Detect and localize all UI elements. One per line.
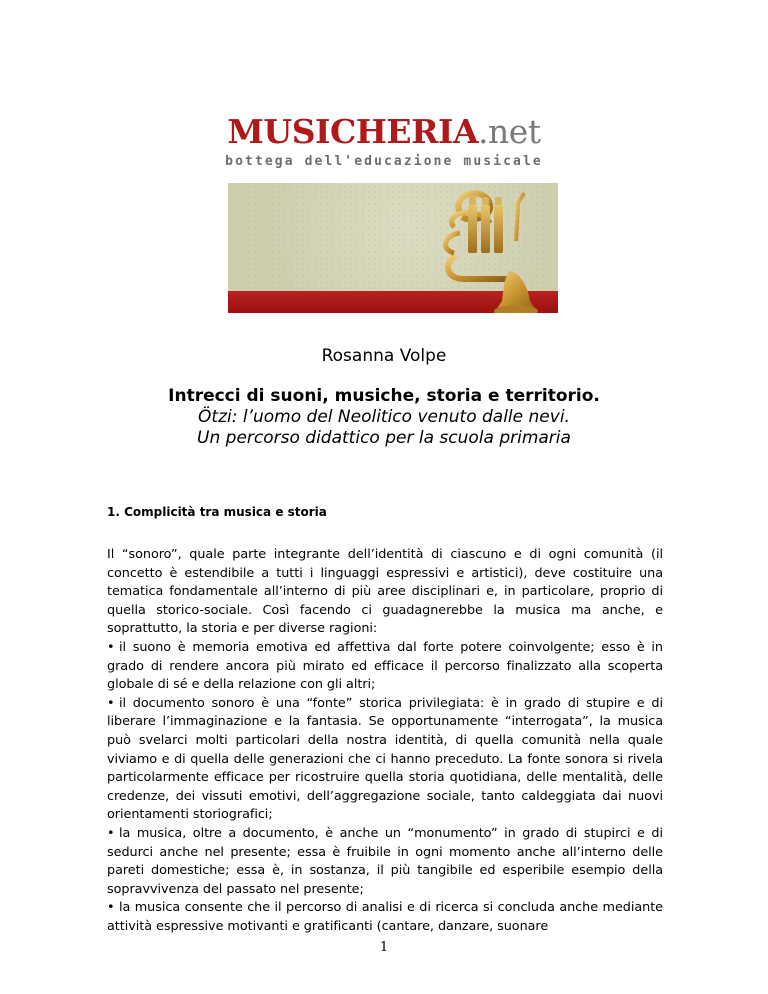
- logo-tagline: bottega dell'educazione musicale: [225, 154, 543, 169]
- bullet-marker: •: [107, 900, 115, 916]
- bullet-item: [107, 639, 663, 695]
- bullet-item: [107, 899, 663, 936]
- section-heading: 1. Complicità tra musica e storia: [107, 505, 327, 519]
- author-name: Rosanna Volpe: [321, 346, 447, 366]
- page-number: 1: [379, 940, 389, 955]
- bullet-marker: •: [107, 639, 115, 655]
- document-title: Intrecci di suoni, musiche, storia e territorio.: [168, 386, 600, 406]
- document-subtitle-line1: Ötzi: l’uomo del Neolitico venuto dalle nevi.: [198, 407, 570, 427]
- bullet-marker: •: [107, 825, 115, 841]
- banner-image: [228, 183, 558, 313]
- trumpet-icon: [228, 183, 558, 313]
- logo-brand: MUSICHERIA: [227, 112, 479, 151]
- bullet-item: [107, 825, 663, 899]
- bullet-text: la musica consente che il percorso di analisi e di ricerca si concluda anche mediante attività espressive motivanti e gratificanti (cantare, danzare, suonare: [107, 900, 663, 934]
- bullet-text: il documento sonoro è una “fonte” storica privilegiata: è in grado di stupire e di liberare l’immaginazione e la fantasia. Se opportunamente “interrogata”, la musica può svelarci molti particolari della nostra identità, di quella comunità nella quale viviamo e di quella delle generazioni che ci hanno preceduto. La fonte sonora si rivela particolarmente efficace per ricostruire quella storia quotidiana, delle mentalità, delle credenze, dei vissuti emotivi, dell’aggregazione sociale, tanto caldeggiata dai nuovi orientamenti storiografici;: [107, 695, 663, 823]
- logo-title: [0, 112, 768, 152]
- bullet-text: il suono è memoria emotiva ed affettiva dal forte potere coinvolgente; esso è in grado di rendere ancora più mirato ed efficace il percorso finalizzato alla scoperta globale di sé e della relazione con gli altri;: [107, 639, 663, 693]
- logo-tld: .net: [478, 112, 541, 151]
- bullet-marker: •: [107, 695, 115, 711]
- intro-paragraph: Il “sonoro”, quale parte integrante dell’identità di ciascuno e di ogni comunità (il concetto è estendibile a tutti i linguaggi espressivi e artistici), deve costituire una tematica fondamentale all’interno di più aree disciplinari e, in particolare, proprio di quella storico-sociale. Così facendo ci guadagnerebbe la musica ma anche, e soprattutto, la storia e per diverse ragioni:: [107, 547, 663, 637]
- bullet-text: la musica, oltre a documento, è anche un “monumento” in grado di stupirci e di sedurci anche nel presente; essa è fruibile in ogni momento anche all’interno delle pareti domestiche; essa è, in sostanza, il più tangibile ed esperibile esempio della sopravvivenza del passato nel presente;: [107, 825, 663, 897]
- document-subtitle-line2: Un percorso didattico per la scuola primaria: [197, 428, 571, 448]
- bullet-item: [107, 695, 663, 825]
- body-text: [107, 546, 663, 936]
